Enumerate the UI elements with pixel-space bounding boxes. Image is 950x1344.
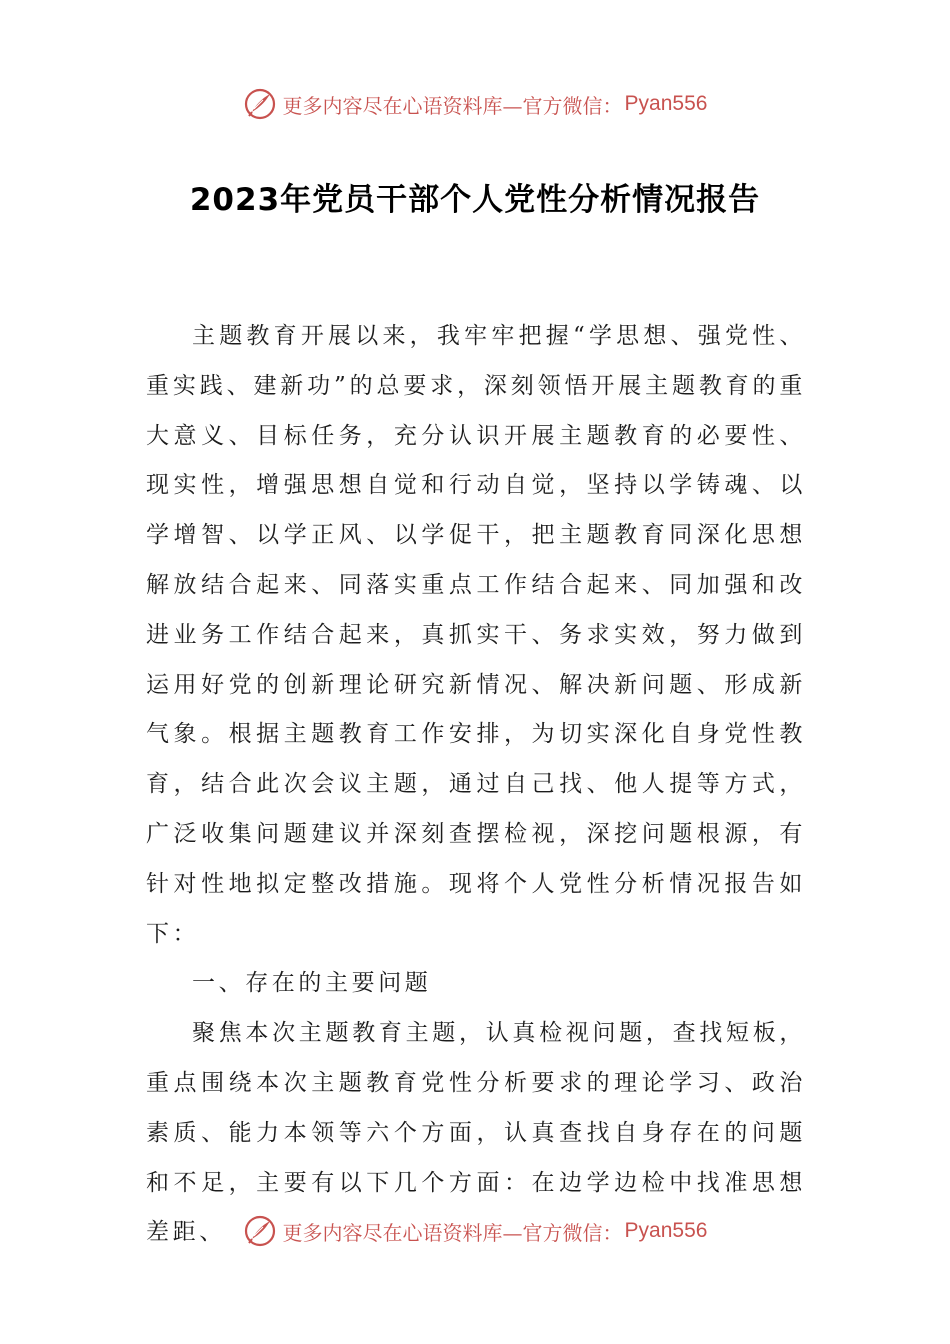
watermark-code: Pyan556 — [624, 92, 708, 115]
document-body — [146, 312, 806, 1258]
watermark-text: 更多内容尽在心语资料库—官方微信： — [282, 93, 623, 118]
section-heading-1: 一、存在的主要问题 — [192, 970, 432, 997]
watermark-header — [0, 84, 950, 124]
watermark-text: 更多内容尽在心语资料库—官方微信： — [282, 1220, 623, 1245]
watermark-code: Pyan556 — [624, 1219, 708, 1242]
quill-logo-icon — [243, 1214, 277, 1248]
paragraph-problems: 聚焦本次主题教育主题，认真检视问题，查找短板，重点围绕本次主题教育党性分析要求的理论学习、政治素质、能力本领等六个方面，认真查找自身存在的问题和不足，主要有以下几个方面：在边学边检中找准思想差距、 — [146, 1020, 806, 1246]
document-title: 2023年党员干部个人党性分析情况报告 — [189, 182, 761, 218]
watermark-footer — [0, 1211, 950, 1251]
paragraph-intro: 主题教育开展以来，我牢牢把握“学思想、强党性、重实践、建新功”的总要求，深刻领悟开展主题教育的重大意义、目标任务，充分认识开展主题教育的必要性、现实性，增强思想自觉和行动自觉，坚持以学铸魂、以学增智、以学正风、以学促干，把主题教育同深化思想解放结合起来、同落实重点工作结合起来、同加强和改进业务工作结合起来，真抓实干、务求实效，努力做到运用好党的创新理论研究新情况、解决新问题、形成新气象。根据主题教育工作安排，为切实深化自身党性教育，结合此次会议主题，通过自己找、他人提等方式，广泛收集问题建议并深刻查摆检视，深挖问题根源，有针对性地拟定整改措施。现将个人党性分析情况报告如下： — [146, 323, 806, 947]
quill-logo-icon — [243, 87, 277, 121]
